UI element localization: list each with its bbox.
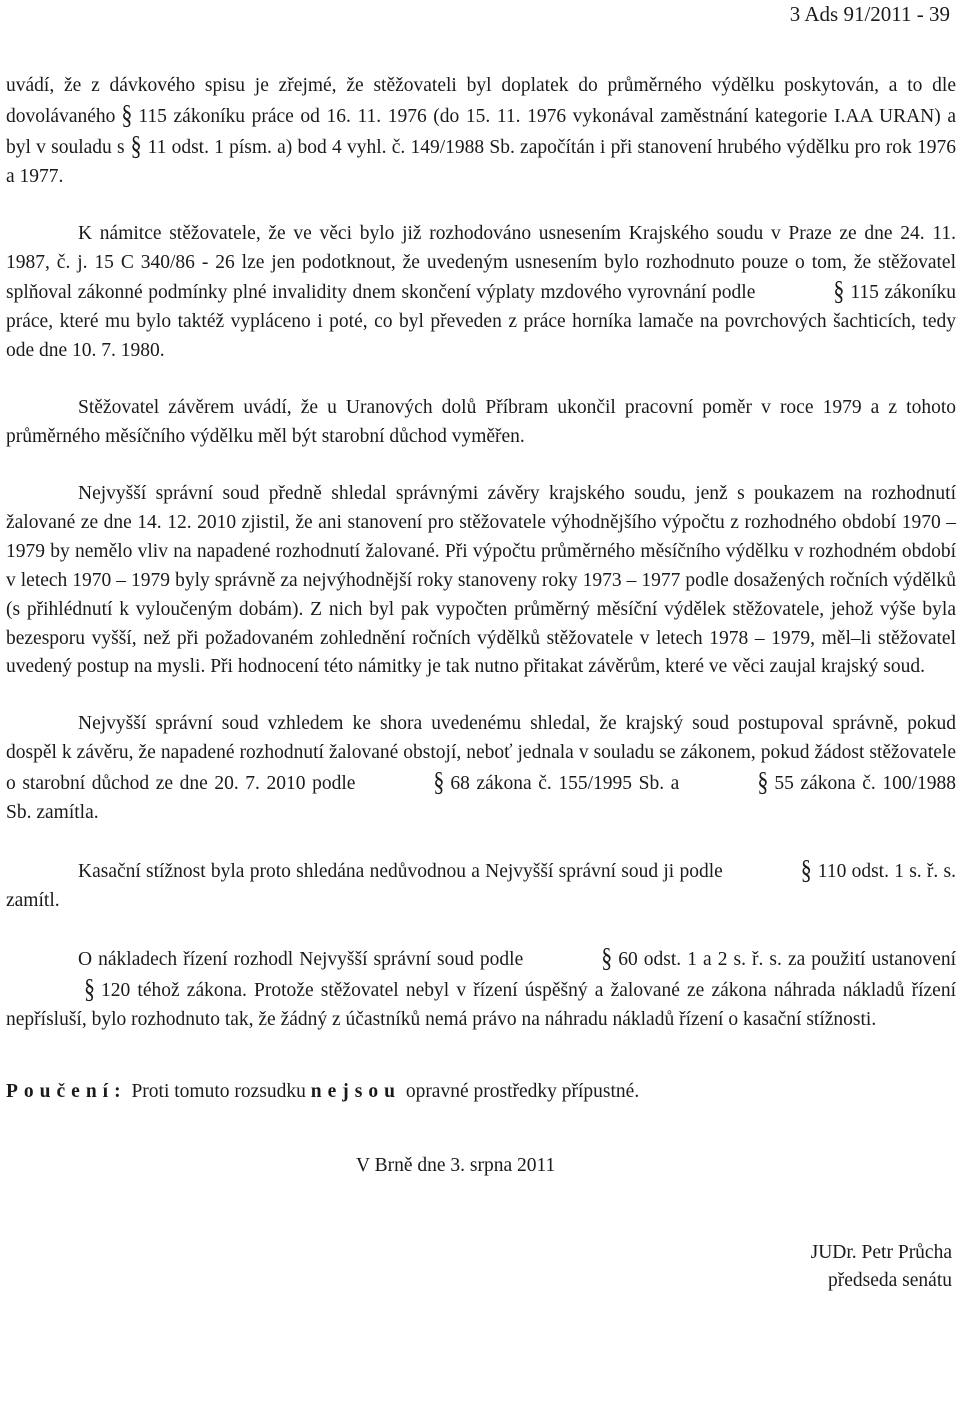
section-sign-icon: § (833, 275, 845, 307)
section-sign-icon: § (84, 972, 95, 1004)
paragraph-4: Nejvyšší správní soud předně shledal správnými závěry krajského soudu, jenž s poukazem na rozhodnutí žalované ze dne 14. 12. 2010 zjistil, že ani stanovení pro stěžovatele výhodnějšího výpočtu z rozhodného období 1970 – 1979 by nemělo vliv na napadené rozhodnutí žalované. Při výpočtu průměrného měsíčního výdělku v rozhodném období v letech 1970 – 1979 byly správně za nejvýhodnější roky stanoveny roky 1973 – 1977 podle dosažených ročních výdělků (s přihlédnutí k vyloučeným dobám). Z nich byl pak vypočten průměrný měsíční výdělek stěžovatele, jehož výše byla bezesporu vyšší, než při požadovaném zohlednění ročních výdělků stěžovatele v letech 1978 – 1979, měl–li stěžovatel uvedený postup na mysli. Při hodnocení této námitky je tak nutno přitakat závěrům, které ve věci zaujal krajský soud. (6, 482, 956, 678)
document-body (6, 72, 956, 1295)
paragraph-7-part-b: 60 odst. 1 a 2 s. ř. s. za použití ustanovení (618, 948, 956, 970)
pouceni-text-b: opravné prostředky přípustné. (405, 1081, 640, 1103)
section-sign-icon: § (121, 98, 133, 130)
date-line: V Brně dne 3. srpna 2011 (356, 1155, 556, 1177)
paragraph-5-part-b: 68 zákona č. 155/1995 Sb. a (450, 773, 680, 795)
case-number-header: 3 Ads 91/2011 - 39 (789, 2, 950, 26)
paragraph-1-part-b: 115 zákoníku práce od 16. 11. 1976 (do 15. 11. 1976 vykonával zaměstnání kategorie I.AA URAN) a byl v souladu s (6, 105, 956, 158)
paragraph-7 (6, 941, 956, 1035)
pouceni-label: Poučení: (6, 1081, 127, 1103)
paragraph-2-part-b: 115 zákoníku práce, které mu bylo taktéž vypláceno i poté, co byl převeden z práce horníka lamače na povrchových šachticích, tedy ode dne 10. 7. 1980. (6, 282, 956, 362)
paragraph-2 (6, 220, 956, 367)
paragraph-1 (6, 72, 956, 192)
paragraph-3: Stěžovatel závěrem uvádí, že u Uranových dolů Příbram ukončil pracovní poměr v roce 1979 a z tohoto průměrného měsíčního výdělku měl být starobní důchod vyměřen. (6, 397, 956, 448)
paragraph-6-part-b: 110 odst. 1 s. ř. s. zamítl. (6, 860, 956, 911)
signature-name: JUDr. Petr Průcha (810, 1242, 952, 1264)
signature-title: předseda senátu (828, 1270, 952, 1292)
paragraph-2-part-a: K námitce stěžovatele, že ve věci bylo již rozhodováno usnesením Krajského soudu v Praze ze dne 24. 11. 1987, č. j. 15 C 340/86 - 26 lze jen podotknout, že uvedeným usnesením bylo rozhodnuto pouze o tom, že stěžovatel splňoval zákonné podmínky plné invalidity dnem skončení výplaty mzdového vyrovnání podle (6, 222, 956, 304)
section-sign-icon: § (433, 765, 445, 798)
paragraph-7-part-c: 120 téhož zákona. Protože stěžovatel nebyl v řízení úspěšný a žalované ze zákona náhrada nákladů řízení nepřísluší, bylo rozhodnuto tak, že žádný z účastníků nemá právo na náhradu nákladů řízení o kasační stížnosti. (6, 979, 956, 1030)
paragraph-5-part-a: Nejvyšší správní soud vzhledem ke shora uvedenému shledal, že krajský soud postupoval správně, pokud dospěl k závěru, že napadené rozhodnutí žalované obstojí, neboť jednala v souladu se zákonem, pokud žádost stěžovatele o starobní důchod ze dne 20. 7. 2010 podle (6, 713, 956, 795)
paragraph-1-part-a: uvádí, že z dávkového spisu je zřejmé, že stěžovateli byl doplatek do průměrného výdělku poskytován, a to dle dovolávaného (6, 75, 956, 127)
paragraph-6 (6, 853, 956, 916)
paragraph-7-part-a: O nákladech řízení rozhodl Nejvyšší správní soud podle (78, 948, 524, 970)
paragraph-5 (6, 710, 956, 828)
paragraph-5-part-c: 55 zákona č. 100/1988 Sb. zamítla. (6, 773, 956, 824)
pouceni-nejsou: nejsou (310, 1081, 401, 1103)
pouceni-instruction (6, 1078, 956, 1107)
pouceni-text-a: Proti tomuto rozsudku (131, 1081, 306, 1103)
section-sign-icon: § (757, 765, 769, 798)
section-sign-icon: § (130, 129, 142, 161)
signature-block (6, 1239, 956, 1295)
section-sign-icon: § (800, 853, 812, 885)
paragraph-6-part-a: Kasační stížnost byla proto shledána nedůvodnou a Nejvyšší správní soud ji podle (78, 860, 723, 882)
section-sign-icon: § (601, 941, 613, 973)
paragraph-1-part-c: 11 odst. 1 písm. a) bod 4 vyhl. č. 149/1988 Sb. započítán i při stanovení hrubého výdělku pro rok 1976 a 1977. (6, 136, 957, 187)
